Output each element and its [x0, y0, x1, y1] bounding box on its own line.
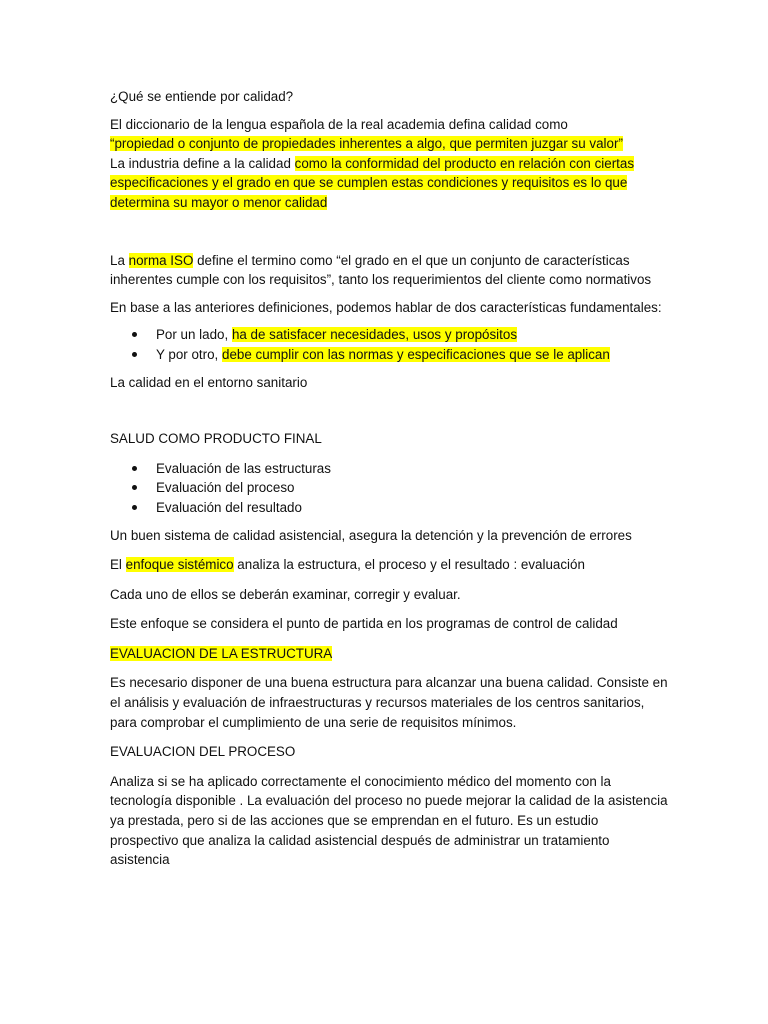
list-item: [110, 498, 668, 518]
spacer: [110, 392, 668, 429]
list-item: [110, 325, 668, 345]
bullet-highlight: debe cumplir con las normas y especificaciones que se le aplican: [222, 346, 610, 362]
question-heading: ¿Qué se entiende por calidad?: [110, 89, 294, 104]
bullet-highlight: ha de satisfacer necesidades, usos y propósitos: [231, 327, 518, 343]
paragraph-enfoque-sistemico: [110, 555, 668, 575]
bullet-icon: [132, 466, 137, 471]
paragraph-punto-partida: Este enfoque se considera el punto de partida en los programas de control de calidad: [110, 616, 618, 632]
bullet-icon: [132, 352, 137, 357]
section-heading-estructura: [110, 644, 668, 664]
rae-intro-text: El diccionario de la lengua española de la real academia defina calidad como: [110, 116, 568, 132]
heading-highlight: EVALUACION DE LA ESTRUCTURA: [110, 645, 333, 661]
enfoque-highlight: enfoque sistémico: [125, 557, 234, 573]
section-heading-proceso: EVALUACION DEL PROCESO: [110, 744, 296, 760]
iso-pre-text: La: [110, 252, 129, 268]
bullet-icon: [132, 505, 137, 510]
spacer: [110, 213, 668, 251]
list-item: [110, 459, 668, 479]
iso-highlight: norma ISO: [128, 252, 194, 268]
bullet-icon: [132, 485, 137, 490]
industry-definition-highlight: como la conformidad del producto en relación con ciertas especificaciones y el grado en que se cumplen estas condiciones y requisitos es lo que determina su mayor o menor calidad: [110, 155, 635, 210]
paragraph-sistema-calidad: Un buen sistema de calidad asistencial, asegura la detención y la prevención de errores: [110, 527, 632, 543]
enfoque-pre-text: El: [110, 557, 126, 573]
section-heading-salud: SALUD COMO PRODUCTO FINAL: [110, 431, 322, 447]
list-item-text: Evaluación del resultado: [156, 499, 302, 515]
paragraph-characteristics: En base a las anteriores definiciones, podemos hablar de dos características fundamentales:: [110, 299, 662, 315]
paragraph-estructura: Es necesario disponer de una buena estructura para alcanzar una buena calidad. Consiste en el análisis y evaluación de infraestructuras y recursos materiales de los centros sanitarios, para comprobar el cumplimiento de una serie de requisitos mínimos.: [110, 675, 668, 730]
list-item: [110, 345, 668, 365]
paragraph-examinar: Cada uno de ellos se deberán examinar, corregir y evaluar.: [110, 586, 461, 602]
bullet-pre-text: Y por otro,: [156, 346, 222, 362]
rae-quote-highlight: “propiedad o conjunto de propiedades inherentes a algo, que permiten juzgar su valor”: [110, 136, 623, 152]
industry-intro-text: La industria define a la calidad: [110, 155, 295, 171]
paragraph-entorno-sanitario: La calidad en el entorno sanitario: [110, 374, 308, 390]
evaluation-list: [110, 459, 668, 518]
list-item-text: Evaluación de las estructuras: [156, 460, 331, 476]
list-item: [110, 478, 668, 498]
paragraph-definition-rae: [110, 115, 668, 213]
enfoque-post-text: analiza la estructura, el proceso y el resultado : evaluación: [233, 557, 585, 573]
characteristics-list: [110, 325, 668, 364]
iso-post-text: define el termino como “el grado en el que un conjunto de características inherentes cumple con los requisitos”, tanto los requerimientos del cliente como normativos: [110, 252, 652, 288]
paragraph-iso: [110, 251, 668, 290]
bullet-pre-text: Por un lado,: [156, 327, 232, 343]
paragraph-proceso: Analiza si se ha aplicado correctamente el conocimiento médico del momento con la tecnología disponible . La evaluación del proceso no puede mejorar la calidad de la asistencia ya prestada, pero si de las acciones que se emprendan en el futuro. Es un estudio prospectivo que analiza la calidad asistencial después de administrar un tratamiento asistencia: [110, 773, 668, 868]
bullet-icon: [132, 332, 137, 337]
list-item-text: Evaluación del proceso: [156, 480, 295, 496]
